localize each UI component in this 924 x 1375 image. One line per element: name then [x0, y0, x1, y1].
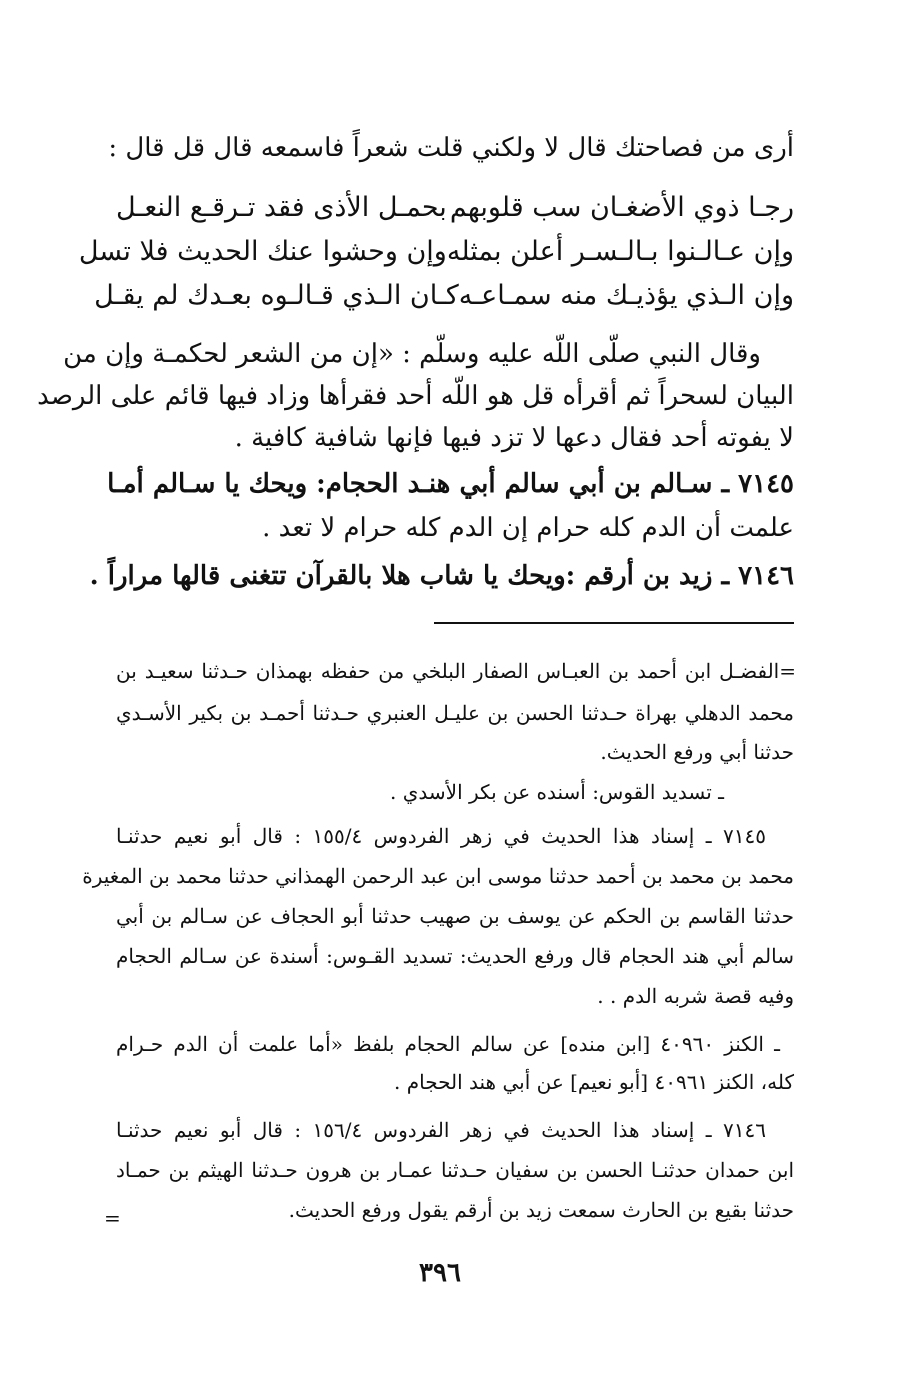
footnote-separator — [434, 622, 794, 624]
continuation-mark: = — [104, 1206, 121, 1230]
verse-2-right: وإن عـالـنوا بـالـسـر أعلن بمثله — [446, 236, 794, 267]
hadith-7145-line-2: علمت أن الدم كله حرام إن الدم كله حرام لا تعد . — [262, 513, 794, 543]
verse-1-left: بحمـل الأذى فقد تـرقـع النعـل — [116, 192, 447, 223]
verse-line-2 — [78, 230, 794, 274]
footnote-line-10: ـ الكنز ٤٠٩٦٠ [ابن منده] عن سالم الحجام بلفظ «أما علمت أن الدم حـرام — [116, 1032, 780, 1056]
footnote-line-1: =الفضـل ابن أحمد بن العبـاس الصفار البلخي من حفظه بهمذان حـدثنا سعيـد بن — [116, 659, 796, 683]
footnote-line-9: وفيه قصة شربه الدم . . — [597, 984, 794, 1008]
verse-line-3 — [94, 274, 794, 318]
footnote-line-13: ابن حمدان حدثنـا الحسن بن سفيان حـدثنا عمـار بن هرون حـدثنا الهيثم بن حمـاد — [116, 1158, 794, 1182]
footnote-line-14: حدثنا بقيع بن الحارث سمعت زيد بن أرقم يقول ورفع الحديث. — [288, 1198, 794, 1222]
footnote-line-5: ٧١٤٥ ـ إسناد هذا الحديث في زهر الفردوس ١٥٥/٤ : قال أبو نعيم حدثنـا — [116, 824, 766, 848]
footnote-line-4: ـ تسديد القوس: أسنده عن بكر الأسدي . — [390, 780, 724, 804]
page-number: ٣٩٦ — [419, 1258, 461, 1288]
paragraph-line-2: البيان لسحراً ثم أقرأه قل هو اللّه أحد فقرأها وزاد فيها قائم على الرصد — [37, 381, 794, 411]
footnote-line-6: محمد بن محمد بن أحمد حدثنا موسى ابن عبد الرحمن الهمذاني حدثنا محمد بن المغيرة — [82, 864, 794, 888]
intro-line: أرى من فصاحتك قال لا ولكني قلت شعراً فاسمعه قال قل قال : — [108, 133, 794, 163]
footnote-line-8: سالم أبي هند الحجام قال ورفع الحديث: تسديد القـوس: أسندة عن سـالم الحجام — [116, 944, 794, 968]
hadith-7145-line-1: ٧١٤٥ ـ سـالم بن أبي سالم أبي هنـد الحجام: ويحك يا سـالم أمـا — [107, 469, 794, 499]
paragraph-line-3: لا يفوته أحد فقال دعها لا تزد فيها فإنها شافية كافية . — [234, 423, 794, 453]
paragraph-line-1: وقال النبي صلّى اللّه عليه وسلّم : «إن من الشعر لحكمـة وإن من — [63, 339, 761, 369]
footnote-line-11: كله، الكنز ٤٠٩٦١ [أبو نعيم] عن أبي هند الحجام . — [394, 1070, 794, 1094]
verse-3-right: وإن الـذي يؤذيـك منه سمـاعـه — [458, 280, 794, 311]
footnote-line-2: محمد الدهلي بهراة حـدثنا الحسن بن عليـل العنبري حـدثنا أحمـد بن بكير الأسـدي — [116, 701, 794, 725]
footnote-line-3: حدثنا أبي ورفع الحديث. — [600, 740, 794, 764]
verse-line-1 — [116, 186, 794, 230]
footnote-line-12: ٧١٤٦ ـ إسناد هذا الحديث في زهر الفردوس ١٥٦/٤ : قال أبو نعيم حدثنـا — [116, 1118, 766, 1142]
verse-2-left: وإن وحشوا عنك الحديث فلا تسل — [78, 236, 447, 267]
verse-1-right: رجـا ذوي الأضغـان سب قلوبهم — [449, 192, 794, 223]
hadith-7146-line: ٧١٤٦ ـ زيد بن أرقم :ويحك يا شاب هلا بالقرآن تتغنى قالها مراراً . — [89, 561, 794, 591]
footnote-line-7: حدثنا القاسم بن الحكم عن يوسف بن صهيب حدثنا أبو الحجاف عن سـالم بن أبي — [116, 904, 794, 928]
verse-3-left: كـان الـذي قـالـوه بعـدك لم يقـل — [94, 280, 459, 311]
